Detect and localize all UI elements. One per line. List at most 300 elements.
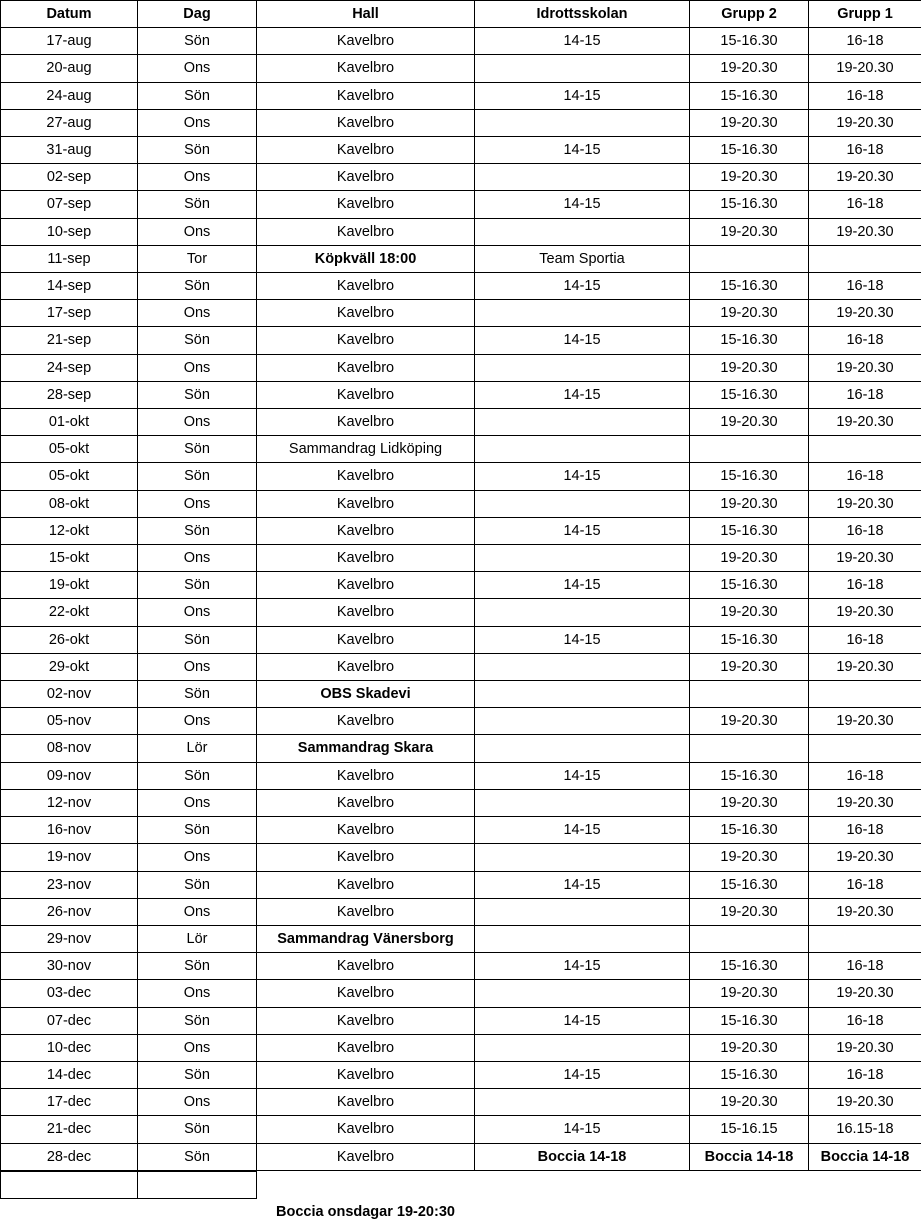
cell-datum: 20-aug — [1, 55, 138, 82]
cell-grupp1: 19-20.30 — [809, 354, 921, 381]
cell-idrottsskolan: Boccia 14-18 — [475, 1143, 690, 1170]
table-row — [1, 354, 921, 381]
cell-hall: Kavelbro — [257, 191, 475, 218]
table-row — [1, 545, 921, 572]
cell-idrottsskolan — [475, 218, 690, 245]
cell-grupp1 — [809, 735, 921, 762]
cell-dag: Sön — [138, 463, 257, 490]
table-row — [1, 109, 921, 136]
cell-idrottsskolan — [475, 354, 690, 381]
cell-grupp1 — [809, 925, 921, 952]
cell-grupp2: 19-20.30 — [690, 789, 809, 816]
footer-blank-cell-4 — [475, 1171, 690, 1198]
cell-datum: 12-nov — [1, 789, 138, 816]
table-row — [1, 490, 921, 517]
cell-dag: Sön — [138, 436, 257, 463]
cell-idrottsskolan: 14-15 — [475, 82, 690, 109]
cell-idrottsskolan: 14-15 — [475, 953, 690, 980]
cell-dag: Ons — [138, 164, 257, 191]
cell-dag: Ons — [138, 409, 257, 436]
cell-grupp2: 15-16.30 — [690, 517, 809, 544]
cell-hall: Sammandrag Vänersborg — [257, 925, 475, 952]
cell-dag: Sön — [138, 1061, 257, 1088]
cell-grupp1 — [809, 681, 921, 708]
cell-grupp2: 19-20.30 — [690, 218, 809, 245]
cell-grupp2: 15-16.30 — [690, 327, 809, 354]
cell-grupp2: 15-16.30 — [690, 762, 809, 789]
table-row — [1, 1143, 921, 1170]
cell-datum: 02-nov — [1, 681, 138, 708]
cell-dag: Sön — [138, 762, 257, 789]
cell-grupp1: 19-20.30 — [809, 545, 921, 572]
footer-spacer-2 — [138, 1198, 257, 1225]
cell-hall: Kavelbro — [257, 762, 475, 789]
cell-datum: 05-nov — [1, 708, 138, 735]
cell-datum: 19-nov — [1, 844, 138, 871]
cell-grupp1: 19-20.30 — [809, 490, 921, 517]
cell-grupp1: 19-20.30 — [809, 300, 921, 327]
cell-grupp2: 19-20.30 — [690, 300, 809, 327]
cell-grupp1: 16-18 — [809, 517, 921, 544]
footer-blank-cell-3 — [257, 1171, 475, 1198]
cell-grupp2: 19-20.30 — [690, 109, 809, 136]
cell-idrottsskolan: 14-15 — [475, 871, 690, 898]
cell-datum: 29-okt — [1, 653, 138, 680]
cell-idrottsskolan: 14-15 — [475, 1007, 690, 1034]
cell-datum: 14-dec — [1, 1061, 138, 1088]
cell-grupp2: 15-16.30 — [690, 191, 809, 218]
cell-grupp1: 19-20.30 — [809, 55, 921, 82]
cell-hall: Kavelbro — [257, 653, 475, 680]
cell-grupp1: 19-20.30 — [809, 109, 921, 136]
cell-datum: 17-sep — [1, 300, 138, 327]
cell-grupp1 — [809, 245, 921, 272]
cell-dag: Sön — [138, 381, 257, 408]
cell-hall: Kavelbro — [257, 789, 475, 816]
table-row — [1, 1034, 921, 1061]
cell-hall: OBS Skadevi — [257, 681, 475, 708]
cell-dag: Sön — [138, 681, 257, 708]
cell-grupp1: 19-20.30 — [809, 898, 921, 925]
cell-hall: Sammandrag Lidköping — [257, 436, 475, 463]
cell-datum: 16-nov — [1, 817, 138, 844]
footer-spacer-5 — [690, 1198, 809, 1225]
cell-dag: Lör — [138, 925, 257, 952]
header-row — [1, 1, 921, 28]
cell-grupp2: 15-16.30 — [690, 1061, 809, 1088]
table-row — [1, 1061, 921, 1088]
cell-datum: 30-nov — [1, 953, 138, 980]
cell-hall: Kavelbro — [257, 708, 475, 735]
cell-dag: Sön — [138, 28, 257, 55]
cell-hall: Kavelbro — [257, 1116, 475, 1143]
cell-datum: 27-aug — [1, 109, 138, 136]
table-row — [1, 1116, 921, 1143]
cell-grupp2: 15-16.30 — [690, 572, 809, 599]
cell-grupp2: 15-16.30 — [690, 871, 809, 898]
cell-grupp2: 19-20.30 — [690, 409, 809, 436]
cell-grupp2: Boccia 14-18 — [690, 1143, 809, 1170]
cell-grupp1 — [809, 436, 921, 463]
table-row — [1, 517, 921, 544]
cell-datum: 05-okt — [1, 436, 138, 463]
cell-dag: Sön — [138, 1007, 257, 1034]
cell-idrottsskolan — [475, 109, 690, 136]
footer-note: Boccia onsdagar 19-20:30 — [257, 1198, 475, 1225]
cell-grupp1: 19-20.30 — [809, 653, 921, 680]
cell-datum: 10-sep — [1, 218, 138, 245]
cell-grupp1: 19-20.30 — [809, 980, 921, 1007]
cell-dag: Ons — [138, 844, 257, 871]
cell-hall: Kavelbro — [257, 82, 475, 109]
table-row — [1, 164, 921, 191]
cell-grupp1: 16-18 — [809, 871, 921, 898]
cell-dag: Sön — [138, 871, 257, 898]
cell-datum: 05-okt — [1, 463, 138, 490]
cell-idrottsskolan: 14-15 — [475, 626, 690, 653]
cell-dag: Ons — [138, 599, 257, 626]
footer-spacer-4 — [475, 1198, 690, 1225]
cell-grupp2: 19-20.30 — [690, 354, 809, 381]
cell-idrottsskolan: 14-15 — [475, 273, 690, 300]
cell-grupp1: 16-18 — [809, 572, 921, 599]
cell-grupp2: 19-20.30 — [690, 844, 809, 871]
cell-hall: Kavelbro — [257, 137, 475, 164]
cell-grupp1: 19-20.30 — [809, 409, 921, 436]
table-row — [1, 980, 921, 1007]
cell-idrottsskolan — [475, 844, 690, 871]
table-row — [1, 409, 921, 436]
cell-hall: Kavelbro — [257, 817, 475, 844]
cell-hall: Kavelbro — [257, 898, 475, 925]
table-row — [1, 28, 921, 55]
cell-grupp2: 19-20.30 — [690, 55, 809, 82]
cell-grupp1: 16-18 — [809, 28, 921, 55]
cell-grupp1: 16-18 — [809, 1007, 921, 1034]
cell-idrottsskolan: Team Sportia — [475, 245, 690, 272]
cell-grupp1: 16-18 — [809, 381, 921, 408]
cell-hall: Köpkväll 18:00 — [257, 245, 475, 272]
cell-hall: Kavelbro — [257, 545, 475, 572]
footer-spacer-6 — [809, 1198, 921, 1225]
cell-grupp2 — [690, 436, 809, 463]
cell-hall: Kavelbro — [257, 1007, 475, 1034]
cell-grupp2: 19-20.30 — [690, 898, 809, 925]
cell-datum: 19-okt — [1, 572, 138, 599]
table-row — [1, 953, 921, 980]
cell-idrottsskolan — [475, 708, 690, 735]
cell-dag: Sön — [138, 517, 257, 544]
cell-grupp1: 16-18 — [809, 463, 921, 490]
table-row — [1, 1089, 921, 1116]
cell-grupp1: 16-18 — [809, 1061, 921, 1088]
cell-grupp2 — [690, 681, 809, 708]
cell-hall: Kavelbro — [257, 28, 475, 55]
table-row — [1, 925, 921, 952]
table-row — [1, 708, 921, 735]
cell-idrottsskolan: 14-15 — [475, 762, 690, 789]
cell-datum: 29-nov — [1, 925, 138, 952]
cell-grupp1: 16.15-18 — [809, 1116, 921, 1143]
cell-hall: Kavelbro — [257, 1143, 475, 1170]
cell-idrottsskolan — [475, 735, 690, 762]
footer-blank-cell-1 — [1, 1171, 138, 1198]
cell-datum: 03-dec — [1, 980, 138, 1007]
footer-blank-row — [1, 1171, 921, 1198]
table-row — [1, 436, 921, 463]
table-row — [1, 572, 921, 599]
cell-grupp1: Boccia 14-18 — [809, 1143, 921, 1170]
cell-hall: Kavelbro — [257, 953, 475, 980]
cell-idrottsskolan: 14-15 — [475, 817, 690, 844]
cell-grupp2: 19-20.30 — [690, 980, 809, 1007]
cell-hall: Kavelbro — [257, 980, 475, 1007]
cell-datum: 21-sep — [1, 327, 138, 354]
cell-datum: 26-nov — [1, 898, 138, 925]
cell-grupp1: 16-18 — [809, 762, 921, 789]
cell-idrottsskolan: 14-15 — [475, 572, 690, 599]
table-row — [1, 653, 921, 680]
cell-idrottsskolan — [475, 436, 690, 463]
cell-hall: Sammandrag Skara — [257, 735, 475, 762]
cell-hall: Kavelbro — [257, 109, 475, 136]
cell-dag: Tor — [138, 245, 257, 272]
cell-datum: 31-aug — [1, 137, 138, 164]
cell-dag: Sön — [138, 327, 257, 354]
cell-idrottsskolan — [475, 490, 690, 517]
cell-idrottsskolan — [475, 898, 690, 925]
cell-hall: Kavelbro — [257, 844, 475, 871]
cell-dag: Ons — [138, 708, 257, 735]
cell-hall: Kavelbro — [257, 517, 475, 544]
cell-grupp1: 16-18 — [809, 953, 921, 980]
footer-note-table — [0, 1171, 921, 1225]
cell-grupp2: 15-16.15 — [690, 1116, 809, 1143]
footer-spacer-1 — [1, 1198, 138, 1225]
cell-dag: Ons — [138, 354, 257, 381]
cell-datum: 08-okt — [1, 490, 138, 517]
cell-idrottsskolan — [475, 55, 690, 82]
cell-dag: Ons — [138, 490, 257, 517]
cell-idrottsskolan: 14-15 — [475, 463, 690, 490]
cell-datum: 12-okt — [1, 517, 138, 544]
cell-datum: 23-nov — [1, 871, 138, 898]
cell-grupp1: 16-18 — [809, 626, 921, 653]
table-row — [1, 898, 921, 925]
cell-grupp2: 19-20.30 — [690, 545, 809, 572]
cell-dag: Sön — [138, 191, 257, 218]
cell-dag: Sön — [138, 137, 257, 164]
table-header — [1, 1, 921, 28]
cell-grupp2: 19-20.30 — [690, 708, 809, 735]
cell-grupp1: 19-20.30 — [809, 1034, 921, 1061]
cell-hall: Kavelbro — [257, 381, 475, 408]
table-row — [1, 82, 921, 109]
cell-datum: 15-okt — [1, 545, 138, 572]
cell-datum: 28-sep — [1, 381, 138, 408]
cell-idrottsskolan: 14-15 — [475, 191, 690, 218]
cell-idrottsskolan — [475, 789, 690, 816]
cell-grupp2: 15-16.30 — [690, 137, 809, 164]
cell-datum: 22-okt — [1, 599, 138, 626]
cell-dag: Sön — [138, 273, 257, 300]
table-row — [1, 844, 921, 871]
cell-grupp2: 15-16.30 — [690, 463, 809, 490]
cell-grupp1: 19-20.30 — [809, 218, 921, 245]
cell-grupp1: 19-20.30 — [809, 1089, 921, 1116]
table-row — [1, 245, 921, 272]
cell-grupp2: 15-16.30 — [690, 82, 809, 109]
cell-hall: Kavelbro — [257, 871, 475, 898]
cell-idrottsskolan: 14-15 — [475, 1061, 690, 1088]
cell-datum: 24-aug — [1, 82, 138, 109]
cell-idrottsskolan: 14-15 — [475, 327, 690, 354]
cell-dag: Ons — [138, 218, 257, 245]
cell-datum: 08-nov — [1, 735, 138, 762]
cell-datum: 17-aug — [1, 28, 138, 55]
cell-datum: 09-nov — [1, 762, 138, 789]
cell-hall: Kavelbro — [257, 300, 475, 327]
cell-idrottsskolan — [475, 653, 690, 680]
table-row — [1, 626, 921, 653]
cell-grupp2: 15-16.30 — [690, 1007, 809, 1034]
cell-idrottsskolan: 14-15 — [475, 28, 690, 55]
cell-idrottsskolan: 14-15 — [475, 1116, 690, 1143]
cell-grupp2: 19-20.30 — [690, 653, 809, 680]
cell-hall: Kavelbro — [257, 599, 475, 626]
cell-grupp2 — [690, 245, 809, 272]
cell-dag: Ons — [138, 789, 257, 816]
table-row — [1, 789, 921, 816]
cell-datum: 14-sep — [1, 273, 138, 300]
cell-grupp1: 16-18 — [809, 273, 921, 300]
table-row — [1, 463, 921, 490]
cell-grupp1: 19-20.30 — [809, 164, 921, 191]
cell-dag: Ons — [138, 898, 257, 925]
cell-grupp1: 19-20.30 — [809, 844, 921, 871]
cell-idrottsskolan — [475, 164, 690, 191]
cell-hall: Kavelbro — [257, 55, 475, 82]
cell-hall: Kavelbro — [257, 626, 475, 653]
cell-hall: Kavelbro — [257, 490, 475, 517]
column-header-grupp1: Grupp 1 — [809, 1, 921, 28]
footer-blank-cell-5 — [690, 1171, 809, 1198]
cell-grupp1: 19-20.30 — [809, 789, 921, 816]
table-row — [1, 137, 921, 164]
cell-hall: Kavelbro — [257, 463, 475, 490]
table-row — [1, 273, 921, 300]
cell-hall: Kavelbro — [257, 327, 475, 354]
column-header-datum: Datum — [1, 1, 138, 28]
cell-idrottsskolan — [475, 1089, 690, 1116]
cell-dag: Sön — [138, 953, 257, 980]
table-row — [1, 599, 921, 626]
cell-hall: Kavelbro — [257, 409, 475, 436]
cell-grupp2: 15-16.30 — [690, 817, 809, 844]
column-header-hall: Hall — [257, 1, 475, 28]
cell-dag: Ons — [138, 1089, 257, 1116]
cell-datum: 17-dec — [1, 1089, 138, 1116]
cell-idrottsskolan — [475, 545, 690, 572]
cell-datum: 01-okt — [1, 409, 138, 436]
cell-hall: Kavelbro — [257, 354, 475, 381]
cell-hall: Kavelbro — [257, 572, 475, 599]
cell-grupp1: 16-18 — [809, 191, 921, 218]
cell-grupp1: 19-20.30 — [809, 599, 921, 626]
cell-dag: Sön — [138, 817, 257, 844]
cell-grupp2: 15-16.30 — [690, 953, 809, 980]
cell-datum: 26-okt — [1, 626, 138, 653]
cell-hall: Kavelbro — [257, 218, 475, 245]
cell-datum: 07-dec — [1, 1007, 138, 1034]
table-row — [1, 871, 921, 898]
table-row — [1, 681, 921, 708]
cell-dag: Ons — [138, 653, 257, 680]
cell-grupp2: 19-20.30 — [690, 599, 809, 626]
column-header-dag: Dag — [138, 1, 257, 28]
cell-datum: 07-sep — [1, 191, 138, 218]
cell-dag: Lör — [138, 735, 257, 762]
cell-hall: Kavelbro — [257, 164, 475, 191]
cell-dag: Sön — [138, 1143, 257, 1170]
cell-dag: Ons — [138, 980, 257, 1007]
footer-blank-cell-2 — [138, 1171, 257, 1198]
cell-idrottsskolan — [475, 980, 690, 1007]
cell-datum: 10-dec — [1, 1034, 138, 1061]
cell-datum: 11-sep — [1, 245, 138, 272]
table-row — [1, 735, 921, 762]
cell-idrottsskolan: 14-15 — [475, 517, 690, 544]
table-row — [1, 300, 921, 327]
table-row — [1, 191, 921, 218]
cell-dag: Ons — [138, 300, 257, 327]
cell-idrottsskolan — [475, 681, 690, 708]
table-row — [1, 762, 921, 789]
cell-idrottsskolan — [475, 925, 690, 952]
cell-dag: Ons — [138, 1034, 257, 1061]
cell-hall: Kavelbro — [257, 1089, 475, 1116]
footer-blank-cell-6 — [809, 1171, 921, 1198]
cell-dag: Sön — [138, 1116, 257, 1143]
cell-hall: Kavelbro — [257, 273, 475, 300]
cell-grupp2 — [690, 925, 809, 952]
cell-datum: 24-sep — [1, 354, 138, 381]
cell-grupp1: 16-18 — [809, 817, 921, 844]
cell-dag: Sön — [138, 572, 257, 599]
column-header-grupp2: Grupp 2 — [690, 1, 809, 28]
cell-idrottsskolan: 14-15 — [475, 137, 690, 164]
cell-grupp2: 15-16.30 — [690, 381, 809, 408]
cell-grupp1: 16-18 — [809, 327, 921, 354]
cell-idrottsskolan — [475, 1034, 690, 1061]
table-row — [1, 218, 921, 245]
cell-grupp2: 19-20.30 — [690, 490, 809, 517]
cell-hall: Kavelbro — [257, 1034, 475, 1061]
cell-datum: 02-sep — [1, 164, 138, 191]
cell-grupp2: 19-20.30 — [690, 1089, 809, 1116]
cell-dag: Ons — [138, 109, 257, 136]
cell-grupp1: 16-18 — [809, 82, 921, 109]
cell-grupp2: 15-16.30 — [690, 28, 809, 55]
cell-grupp2: 15-16.30 — [690, 273, 809, 300]
cell-idrottsskolan: 14-15 — [475, 381, 690, 408]
cell-datum: 28-dec — [1, 1143, 138, 1170]
cell-grupp2: 19-20.30 — [690, 1034, 809, 1061]
cell-dag: Sön — [138, 626, 257, 653]
cell-dag: Sön — [138, 82, 257, 109]
table-row — [1, 327, 921, 354]
table-row — [1, 55, 921, 82]
